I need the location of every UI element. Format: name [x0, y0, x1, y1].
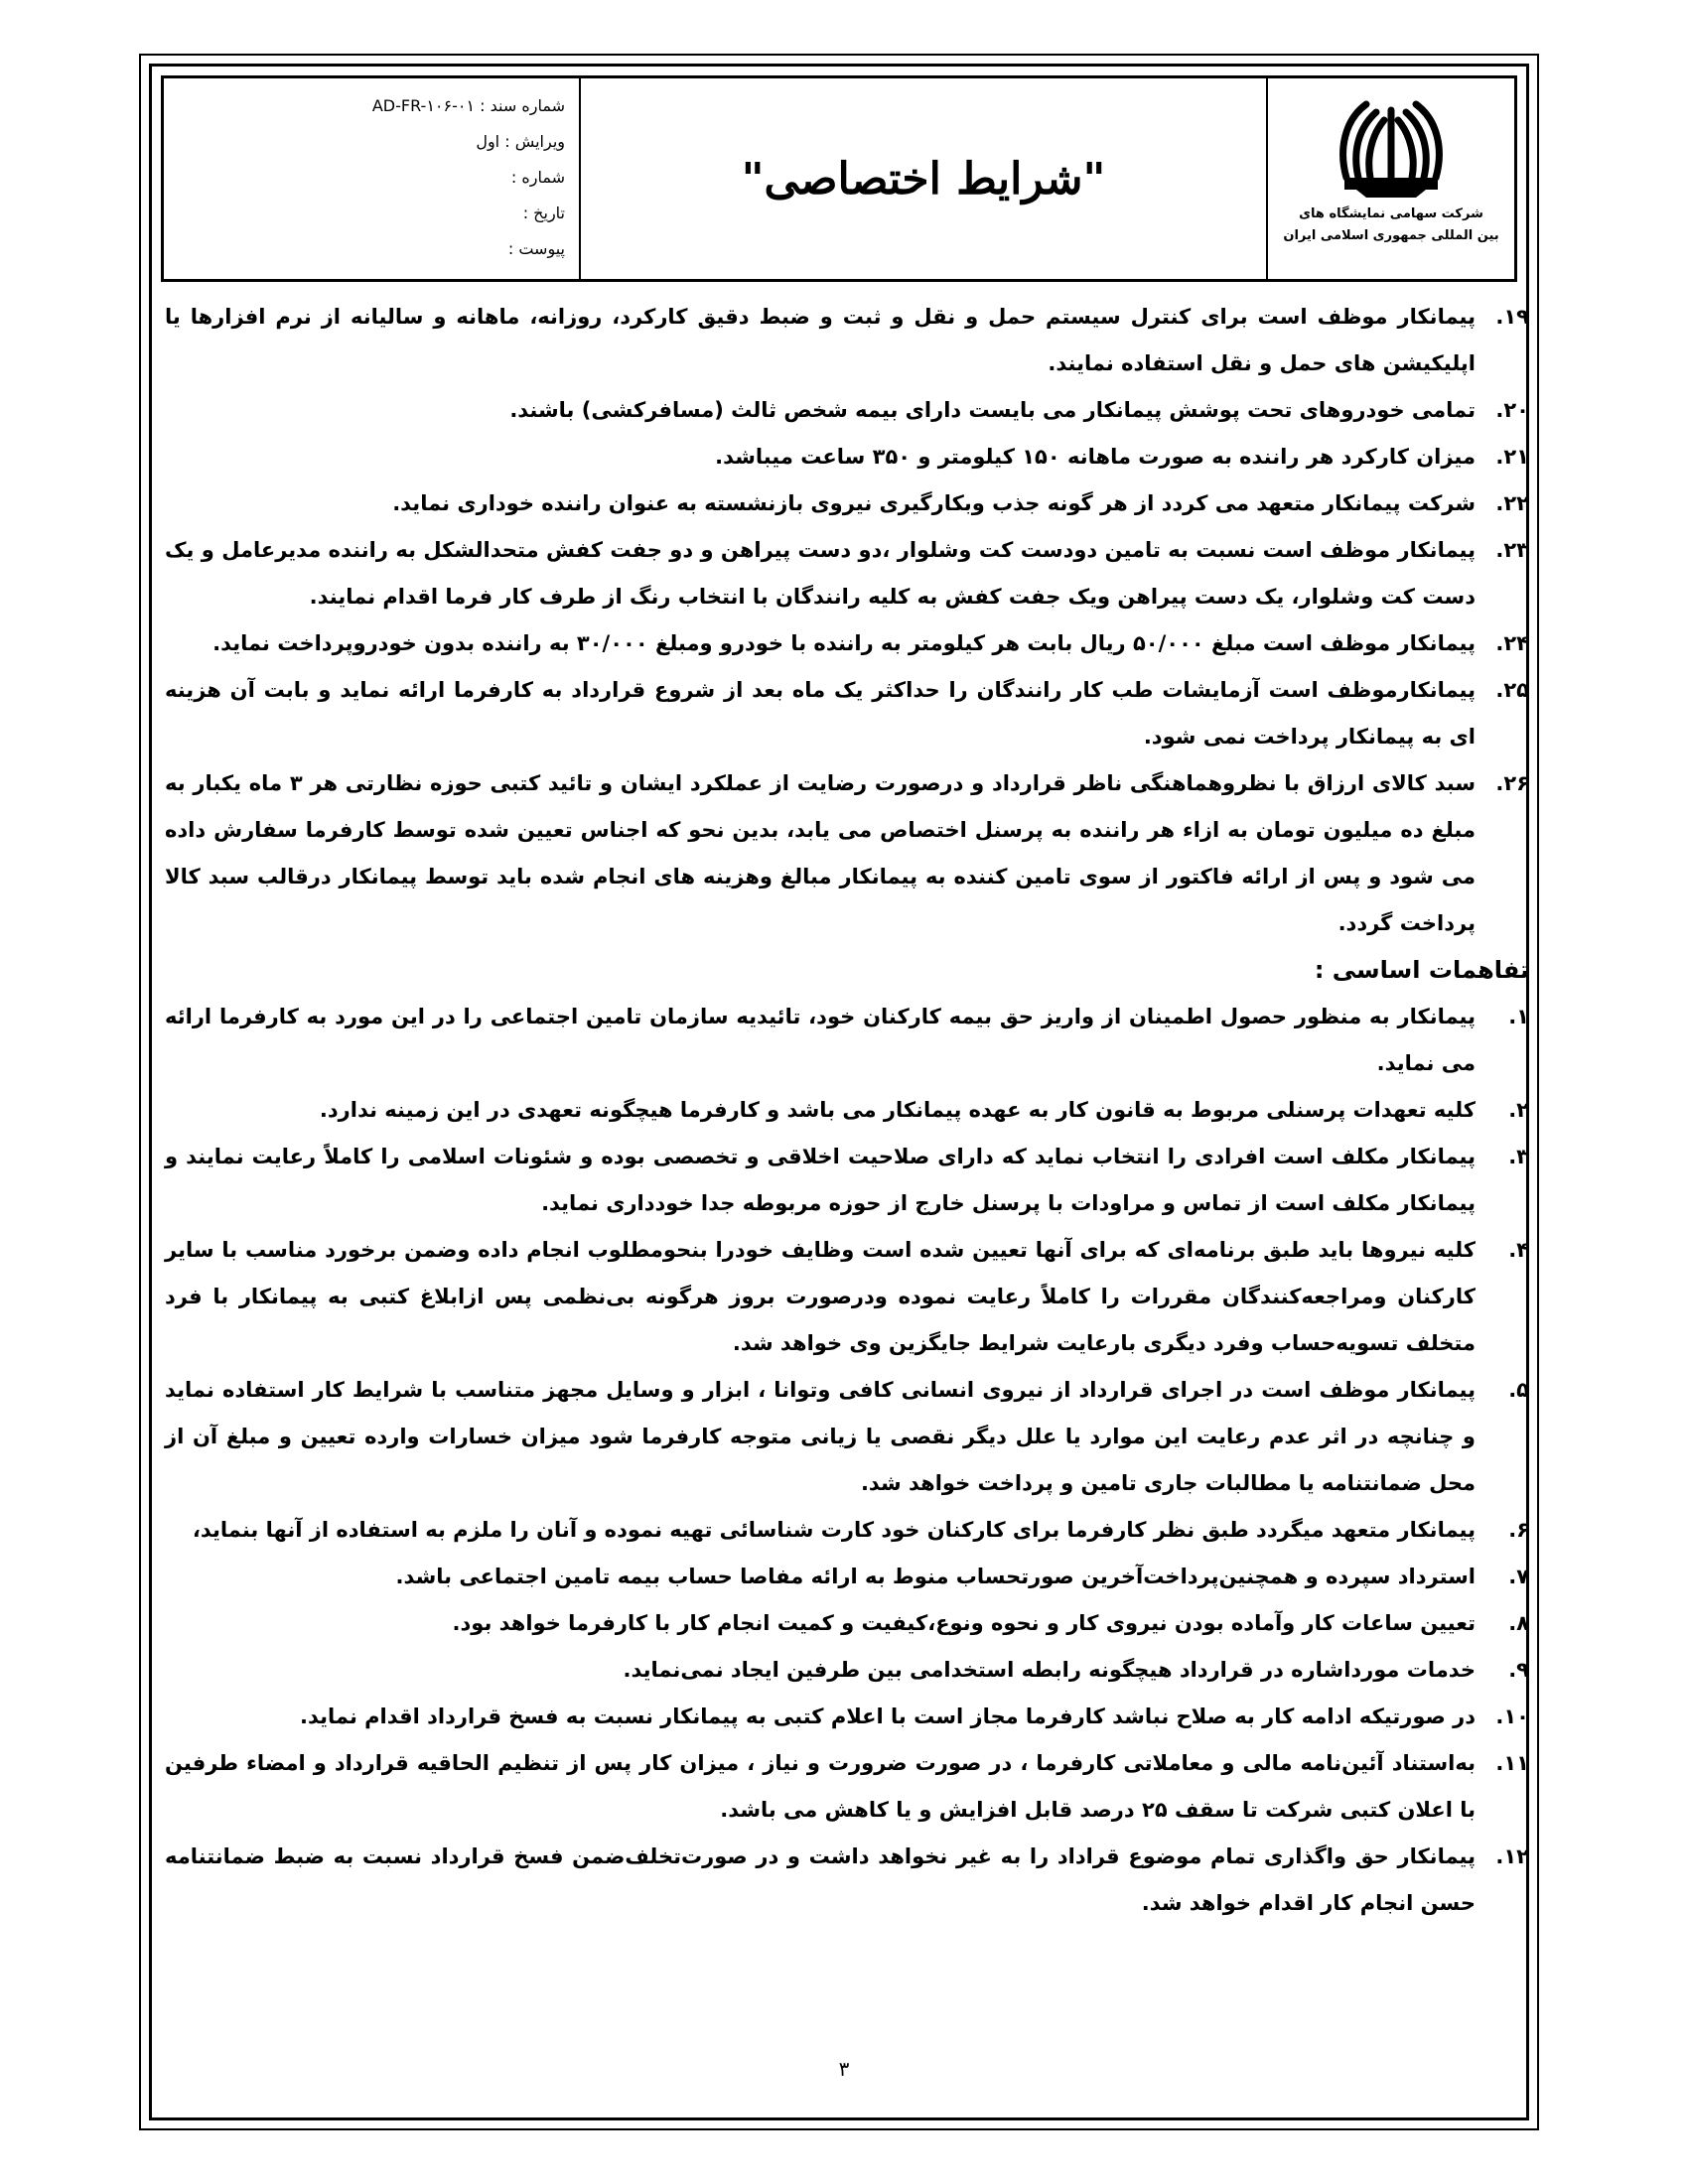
agreement-number: ۱.: [1508, 1005, 1529, 1028]
clause-number: ۲۱.: [1495, 445, 1529, 469]
agreement-text: به‌استناد آئین‌نامه مالی و معاملاتی کارفرما ، در صورت ضرورت و نیاز ، میزان کار پس از تنظیم الحاقیه قرارداد و امضاء طرفین با اعلان کتبی شرکت تا سقف ۲۵ درصد قابل افزایش و یا کاهش می باشد.: [165, 1751, 1476, 1822]
agreement-item: [165, 1367, 1529, 1507]
agreement-number: ۱۱.: [1495, 1751, 1529, 1775]
clause-number: ۲۴.: [1495, 631, 1529, 655]
clause-number: ۲۰.: [1495, 398, 1529, 422]
clause-item: [165, 667, 1529, 760]
agreement-number: ۹.: [1508, 1658, 1529, 1682]
agreement-text: پیمانکار موظف است در اجرای قرارداد از نیروی انسانی کافی وتوانا ، ابزار و وسایل مجهز متناسب با شرایط کار استفاده نماید و چنانچه در اثر عدم رعایت این موارد یا علل دیگر نقصی یا زیانی متوجه کارفرما شود میزان خسارات وارده تعیین و مبلغ آن از محل ضمانتنامه یا مطالبات جاری تامین و پرداخت خواهد شد.: [165, 1378, 1476, 1495]
company-name-line1: شرکت سهامی نمایشگاه های: [1299, 206, 1483, 221]
agreement-text: کلیه تعهدات پرسنلی مربوط به قانون کار به عهده پیمانکار می باشد و کارفرما هیچگونه تعهدی در این زمینه ندارد.: [319, 1098, 1476, 1122]
agreement-text: در صورتیکه ادامه کار به صلاح نباشد کارفرما مجاز است با اعلام کتبی به پیمانکار نسبت به فسخ قرارداد اقدام نماید.: [300, 1705, 1476, 1728]
clause-number: ۲۲.: [1495, 491, 1529, 515]
clause-text: پیمانکار موظف است مبلغ ۵۰/۰۰۰ ریال بابت هر کیلومتر به راننده با خودرو ومبلغ ۳۰/۰۰۰ به راننده بدون خودروپرداخت نماید.: [212, 631, 1476, 655]
company-name-line2: بین المللی جمهوری اسلامی ایران: [1283, 228, 1499, 243]
agreement-text: پیمانکار متعهد میگردد طبق نظر کارفرما برای کارکنان خود کارت شناسائی تهیه نموده و آنان را ملزم به استفاده از آنها بنماید،: [192, 1518, 1476, 1542]
agreement-item: [165, 1227, 1529, 1367]
agreement-text: تعیین ساعات کار وآماده بودن نیروی کار و نحوه ونوع،کیفیت و کمیت انجام کار با کارفرما خواهد بود.: [452, 1611, 1476, 1635]
section-title: تفاهمات اساسی :: [1314, 956, 1529, 984]
clause-text: میزان کارکرد هر راننده به صورت ماهانه ۱۵۰ کیلومتر و ۳۵۰ ساعت میباشد.: [715, 445, 1476, 469]
agreement-number: ۸.: [1508, 1611, 1529, 1635]
clause-item: [165, 294, 1529, 387]
meta-doc-number: شماره سند : AD-FR-۱۰۶-۰۱: [371, 96, 565, 115]
clause-item: [165, 760, 1529, 947]
clause-item: [165, 620, 1529, 667]
agreement-item: [165, 1647, 1529, 1694]
clause-number: ۲۳.: [1495, 538, 1529, 562]
clause-text: شرکت پیمانکار متعهد می کردد از هر گونه جذب وبکارگیری نیروی بازنشسته به عنوان راننده خوداری نماید.: [392, 491, 1476, 515]
clause-item: [165, 434, 1529, 480]
clause-number: ۲۶.: [1495, 771, 1529, 795]
clause-item: [165, 480, 1529, 527]
meta-number: شماره :: [510, 168, 565, 187]
meta-revision: ویرایش : اول: [476, 132, 565, 151]
clause-item: [165, 527, 1529, 620]
page-number: ۳: [838, 2057, 850, 2081]
document-meta: [164, 78, 581, 279]
agreement-text: پیمانکار به منظور حصول اطمینان از واریز حق بیمه کارکنان خود، تائیدیه سازمان تامین اجتماعی را در این مورد به کارفرما ارائه می نماید.: [165, 1005, 1476, 1075]
clause-text: پیمانکار موظف است برای کنترل سیستم حمل و نقل و ثبت و ضبط دقیق کارکرد، روزانه، ماهانه و سالیانه از نرم افزارها یا اپلیکیشن های حمل و نقل استفاده نمایند.: [165, 305, 1476, 375]
agreement-number: ۵.: [1508, 1378, 1529, 1402]
clause-text: تمامی خودروهای تحت پوشش پیمانکار می بایست دارای بیمه شخص ثالث (مسافرکشی) باشند.: [509, 398, 1476, 422]
agreement-number: ۱۲.: [1495, 1844, 1529, 1868]
clause-text: پیمانکار موظف است نسبت به تامین دودست کت وشلوار ،دو دست پیراهن و دو جفت کفش متحدالشکل به راننده مدیرعامل و یک دست کت وشلوار، یک دست پیراهن ویک جفت کفش به کلیه رانندگان با انتخاب رنگ از طرف کار فرما اقدام نمایند.: [165, 538, 1476, 609]
clause-text: پیمانکارموظف است آزمایشات طب کار رانندگان را حداکثر یک ماه بعد از شروع قرارداد به کارفرما ارائه نماید و بابت آن هزینه ای به پیمانکار پرداخت نمی شود.: [165, 678, 1476, 749]
company-logo-icon: [1327, 90, 1456, 200]
agreement-item: [165, 1507, 1529, 1554]
clause-text: سبد کالای ارزاق با نظروهماهنگی ناظر قرارداد و درصورت رضایت از عملکرد ایشان و تائید کتبی حوزه نظارتی هر ۳ ماه یکبار به مبلغ ده میلیون تومان به ازاء هر راننده به پرسنل اختصاص می یابد، بدین نحو که اجناس تعیین شده توسط کارفرما سفارش داده می شود و پس از ارائه فاکتور از سوی تامین کننده به پیمانکار مبالغ وهزینه های انجام شده باید توسط پیمانکار درقالب سبد کالا پرداخت گردد.: [165, 771, 1476, 935]
clause-number: ۱۹.: [1495, 305, 1529, 329]
agreement-number: ۲.: [1508, 1098, 1529, 1122]
agreement-item: [165, 1134, 1529, 1227]
agreement-item: [165, 1740, 1529, 1834]
agreement-item: [165, 1834, 1529, 1927]
agreement-text: پیمانکار مکلف است افرادی را انتخاب نماید که دارای صلاحیت اخلاقی و تخصصی بوده و شئونات اسلامی را کاملاً رعایت نمایند و پیمانکار مکلف است از تماس و مراودات با پرسنل خارج از حوزه مربوطه جدا خودداری نماید.: [165, 1145, 1476, 1215]
meta-date: تاریخ :: [522, 204, 565, 222]
document-title: "شرایط اختصاصی": [741, 153, 1106, 205]
agreement-item: [165, 1694, 1529, 1740]
agreement-text: استرداد سپرده و همچنین‌پرداخت‌آخرین صورتحساب منوط به ارائه مفاصا حساب بیمه تامین اجتماعی باشد.: [395, 1565, 1476, 1588]
company-logo-block: [1266, 78, 1514, 279]
document-body: [165, 294, 1529, 1927]
clause-number: ۲۵.: [1495, 678, 1529, 702]
agreement-number: ۱۰.: [1495, 1705, 1529, 1728]
agreement-number: ۴.: [1508, 1238, 1529, 1262]
agreement-number: ۶.: [1508, 1518, 1529, 1542]
agreement-item: [165, 994, 1529, 1087]
clause-item: [165, 387, 1529, 434]
agreement-number: ۷.: [1508, 1565, 1529, 1588]
agreement-item: [165, 1554, 1529, 1600]
agreement-number: ۳.: [1508, 1145, 1529, 1168]
agreement-text: پیمانکار حق واگذاری تمام موضوع قراداد را به غیر نخواهد داشت و در صورت‌تخلف‌ضمن فسخ قرارداد نسبت به ضبط ضمانتنامه حسن انجام کار اقدام خواهد شد.: [165, 1844, 1476, 1915]
agreement-text: کلیه نیروها باید طبق برنامه‌ای که برای آنها تعیین شده است وظایف خودرا بنحومطلوب انجام داده وضمن برخورد مناسب با سایر کارکنان ومراجعه‌کنندگان مقررات را کاملاً رعایت نموده ودرصورت بروز هرگونه بی‌نظمی پس ازابلاغ کتبی به پیمانکار با فرد متخلف تسویه‌حساب وفرد دیگری بارعایت شرایط جایگزین وی خواهد شد.: [165, 1238, 1476, 1355]
meta-attachment: پیوست :: [507, 239, 565, 258]
agreement-item: [165, 1600, 1529, 1647]
document-header: [161, 75, 1517, 282]
agreement-item: [165, 1087, 1529, 1134]
agreement-text: خدمات مورداشاره در قرارداد هیچگونه رابطه استخدامی بین طرفین ایجاد نمی‌نماید.: [623, 1658, 1476, 1682]
